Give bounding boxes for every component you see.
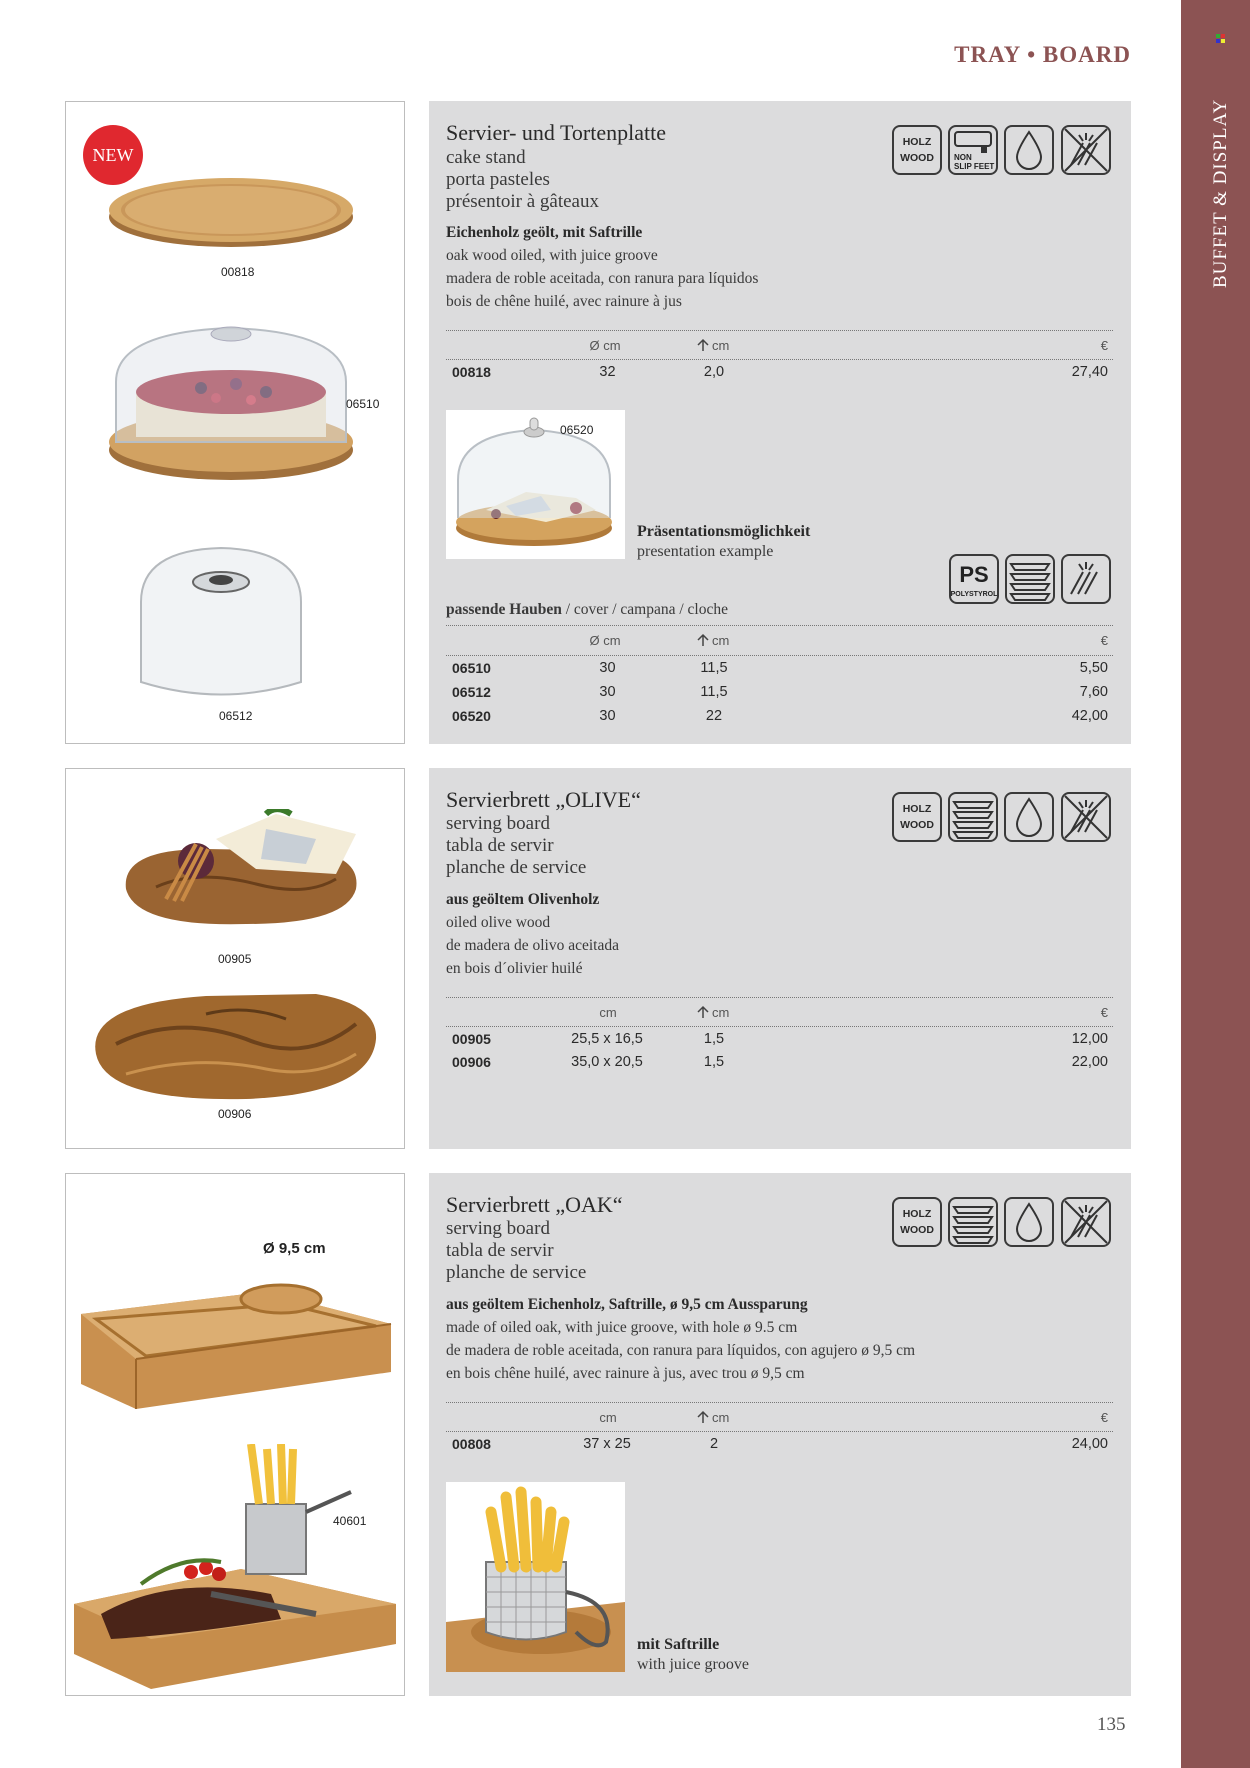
svg-text:PS: PS — [959, 562, 989, 587]
height-arrow-icon — [696, 338, 710, 352]
photo-code-label: 06520 — [560, 423, 594, 437]
table-cell-height: 1,5 — [703, 1054, 725, 1070]
product-subtitle: planche de service — [446, 1262, 587, 1283]
svg-text:POLYSTYROL: POLYSTYROL — [951, 591, 997, 598]
product-subtitle: tabla de servir — [446, 835, 554, 856]
color-marks-icon — [1216, 34, 1226, 44]
presentation-photo-cheese-cloche — [446, 410, 625, 559]
article-number: 00906 — [452, 1054, 491, 1070]
table-divider — [446, 1431, 1113, 1432]
table-header-diameter: Ø cm — [589, 338, 621, 353]
svg-text:NON: NON — [954, 153, 972, 162]
product-description-de: aus geöltem Eichenholz, Saftrille, ø 9,5 cm Aussparung — [446, 1296, 808, 1313]
table-header-height: cm — [712, 633, 730, 648]
table-header-price: € — [1100, 1005, 1108, 1020]
table-divider — [446, 625, 1113, 626]
no-dishwasher-icon — [1061, 125, 1111, 175]
product-description-de: aus geöltem Olivenholz — [446, 891, 600, 908]
olive-board-large-image — [86, 984, 381, 1109]
table-cell-height: 11,5 — [700, 684, 728, 700]
product-description: en bois chêne huilé, avec rainure à jus, avec trou ø 9,5 cm — [446, 1365, 805, 1382]
product-subtitle: serving board — [446, 813, 550, 834]
image-code-label: 00905 — [218, 952, 252, 966]
table-cell-price: 12,00 — [1071, 1031, 1108, 1047]
article-number: 00818 — [452, 364, 491, 380]
article-number: 00905 — [452, 1031, 491, 1047]
photo-caption-subtitle: with juice groove — [637, 1656, 749, 1673]
table-cell-diameter: 30 — [599, 660, 616, 676]
page-title: TRAY • BOARD — [954, 42, 1131, 67]
table-cell-diameter: 30 — [599, 684, 616, 700]
product-image-panel-cake-stand — [65, 101, 405, 744]
image-code-label: 06512 — [219, 709, 253, 723]
wood-material-icon: HOLZ WOOD — [892, 125, 942, 175]
product-description: madera de roble aceitada, con ranura para líquidos — [446, 270, 759, 287]
table-divider — [446, 359, 1113, 360]
table-header-size: cm — [599, 1005, 617, 1020]
water-drop-icon — [1004, 1197, 1054, 1247]
product-subtitle: serving board — [446, 1218, 550, 1239]
product-description-de: Eichenholz geölt, mit Saftrille — [446, 224, 643, 241]
product-description: en bois d´olivier huilé — [446, 960, 583, 977]
product-subtitle: planche de service — [446, 857, 587, 878]
article-number: 06510 — [452, 660, 491, 676]
article-number: 00808 — [452, 1436, 491, 1452]
table-cell-price: 7,60 — [1079, 684, 1108, 700]
table-cell-size: 35,0 x 20,5 — [571, 1054, 643, 1070]
cloche-image — [136, 542, 306, 707]
table-cell-height: 11,5 — [700, 660, 728, 676]
olive-board-small-image — [116, 809, 361, 929]
table-divider — [446, 1026, 1113, 1027]
covers-line: passende Hauben / cover / campana / cloche — [446, 601, 728, 618]
stackable-icon — [1005, 554, 1055, 604]
height-arrow-icon — [696, 633, 710, 647]
stackable-icon — [948, 792, 998, 842]
product-title: Servierbrett „OLIVE“ — [446, 787, 641, 812]
no-dishwasher-icon — [1061, 792, 1111, 842]
table-divider — [446, 997, 1113, 998]
table-header-price: € — [1100, 633, 1108, 648]
oak-board-image — [106, 172, 356, 252]
page-number: 135 — [1097, 1714, 1126, 1735]
presentation-subtitle: presentation example — [637, 543, 774, 560]
water-drop-icon — [1004, 792, 1054, 842]
stackable-icon — [948, 1197, 998, 1247]
height-arrow-icon — [696, 1005, 710, 1019]
sidebar-section-label: BUFFET & DISPLAY — [1210, 98, 1231, 288]
product-subtitle: porta pasteles — [446, 169, 550, 190]
table-header-price: € — [1100, 338, 1108, 353]
table-cell-size: 37 x 25 — [583, 1436, 631, 1452]
article-number: 06520 — [452, 708, 491, 724]
hole-diameter-label: Ø 9,5 cm — [263, 1240, 326, 1257]
table-divider — [446, 1402, 1113, 1403]
image-code-label: 00906 — [218, 1107, 252, 1121]
product-subtitle: tabla de servir — [446, 1240, 554, 1261]
product-description: de madera de roble aceitada, con ranura para líquidos, con agujero ø 9,5 cm — [446, 1342, 916, 1359]
table-cell-size: 25,5 x 16,5 — [571, 1031, 643, 1047]
product-title: Servierbrett „OAK“ — [446, 1192, 623, 1217]
no-dishwasher-icon — [1061, 1197, 1111, 1247]
table-cell-height: 22 — [705, 708, 723, 724]
table-header-height: cm — [712, 338, 730, 353]
table-cell-height: 1,5 — [703, 1031, 725, 1047]
new-badge: NEW — [83, 125, 143, 185]
polystyrol-material-icon — [949, 554, 999, 604]
oak-board-steak-image — [71, 1444, 401, 1694]
table-header-height: cm — [712, 1410, 730, 1425]
image-code-label: 40601 — [333, 1514, 367, 1528]
table-cell-price: 42,00 — [1071, 708, 1108, 724]
article-number: 06512 — [452, 684, 491, 700]
product-description: bois de chêne huilé, avec rainure à jus — [446, 293, 682, 310]
table-cell-diameter: 32 — [599, 364, 616, 380]
table-header-height: cm — [712, 1005, 730, 1020]
cake-cloche-image — [106, 322, 356, 487]
height-arrow-icon — [696, 1410, 710, 1424]
wood-material-icon: HOLZ WOOD — [892, 1197, 942, 1247]
product-image-panel-oak-board — [65, 1173, 405, 1696]
presentation-title: Präsentationsmöglichkeit — [637, 523, 811, 540]
image-code-label: 00818 — [221, 265, 255, 279]
product-description: oiled olive wood — [446, 914, 551, 931]
table-divider — [446, 330, 1113, 331]
image-code-label: 06510 — [346, 397, 380, 411]
table-divider — [446, 655, 1113, 656]
photo-caption-title: mit Saftrille — [637, 1636, 720, 1653]
table-cell-diameter: 30 — [599, 708, 616, 724]
table-cell-height: 2,0 — [703, 364, 725, 380]
table-cell-price: 22,00 — [1071, 1054, 1108, 1070]
table-cell-price: 24,00 — [1071, 1436, 1108, 1452]
product-description: oak wood oiled, with juice groove — [446, 247, 658, 264]
product-subtitle: présentoir à gâteaux — [446, 191, 599, 212]
table-header-price: € — [1100, 1410, 1108, 1425]
wood-material-icon: HOLZ WOOD — [892, 792, 942, 842]
non-slip-feet-icon — [948, 125, 998, 175]
product-title: Servier- und Tortenplatte — [446, 120, 666, 145]
svg-text:SLIP FEET: SLIP FEET — [954, 162, 995, 171]
product-subtitle: cake stand — [446, 147, 526, 168]
oak-board-empty-image — [76, 1264, 396, 1414]
product-description: de madera de olivo aceitada — [446, 937, 619, 954]
product-description: made of oiled oak, with juice groove, with hole ø 9.5 cm — [446, 1319, 798, 1336]
juice-groove-photo — [446, 1482, 625, 1672]
table-cell-price: 27,40 — [1071, 364, 1108, 380]
water-drop-icon — [1004, 125, 1054, 175]
table-cell-price: 5,50 — [1079, 660, 1108, 676]
dishwasher-safe-icon — [1061, 554, 1111, 604]
table-header-diameter: Ø cm — [589, 633, 621, 648]
table-cell-height: 2 — [709, 1436, 719, 1452]
table-header-size: cm — [599, 1410, 617, 1425]
